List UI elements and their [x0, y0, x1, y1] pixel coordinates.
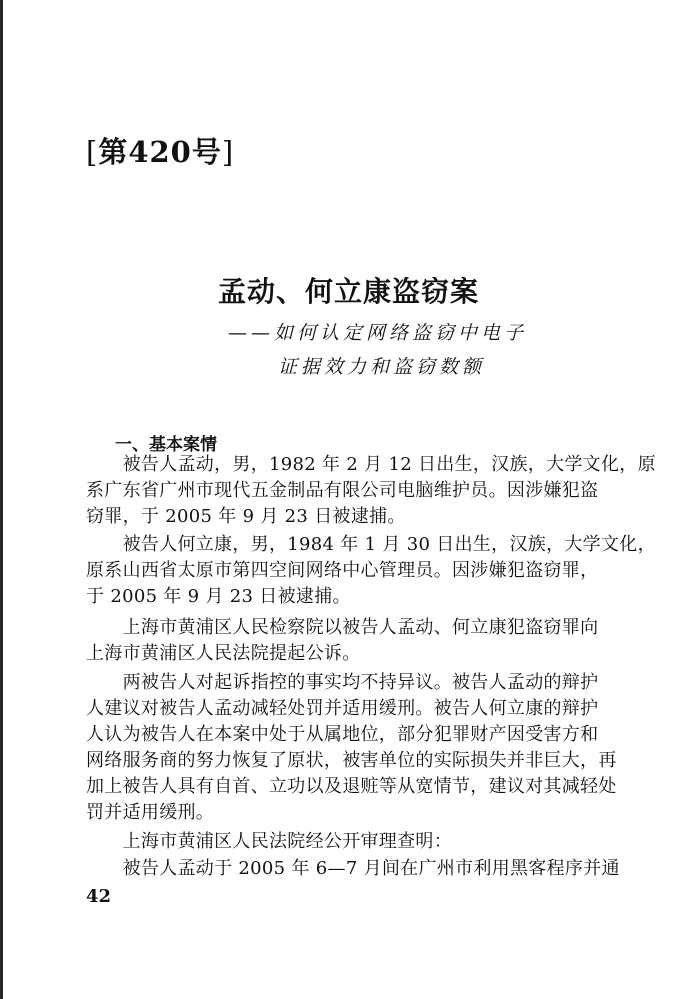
body-line: 上海市黄浦区人民检察院以被告人孟动、何立康犯盗窃罪向	[86, 617, 599, 638]
case-number-text: 第420号	[98, 135, 222, 169]
body-line: 加上被告人具有自首、立功以及退赃等从宽情节，建议对其减轻处	[86, 776, 617, 797]
body-line: 被告人孟动于 2005 年 6—7 月间在广州市利用黑客程序并通	[86, 858, 620, 879]
body-line: 系广东省广州市现代五金制品有限公司电脑维护员。因涉嫌犯盗	[86, 480, 599, 501]
body-line: 原系山西省太原市第四空间网络中心管理员。因涉嫌犯盗窃罪，	[86, 560, 599, 581]
body-line: 人认为被告人在本案中处于从属地位，部分犯罪财产因受害方和	[86, 724, 599, 745]
body-line: 两被告人对起诉指控的事实均不持异议。被告人孟动的辩护	[86, 672, 599, 693]
bracket-open: [	[86, 135, 99, 169]
case-number-heading	[86, 130, 234, 171]
body-line: 于 2005 年 9 月 23 日被逮捕。	[86, 586, 351, 607]
case-subtitle-line-1: ——如何认定网络盗窃中电子	[228, 322, 528, 344]
page-left-border	[0, 0, 3, 999]
body-line: 被告人何立康，男，1984 年 1 月 30 日出生，汉族，大学文化，	[86, 534, 656, 555]
page-number: 42	[86, 886, 112, 907]
body-line: 上海市黄浦区人民法院提起公诉。	[86, 643, 361, 664]
body-line: 被告人孟动，男，1982 年 2 月 12 日出生，汉族，大学文化，原	[86, 454, 656, 475]
case-subtitle-line-2: 证据效力和盗窃数额	[278, 356, 486, 378]
body-line: 罚并适用缓刑。	[86, 802, 215, 823]
bracket-close: ]	[221, 135, 235, 169]
section-heading: 一、基本案情	[115, 435, 217, 455]
body-line: 窃罪，于 2005 年 9 月 23 日被逮捕。	[86, 506, 406, 527]
body-line: 上海市黄浦区人民法院经公开审理查明：	[86, 831, 452, 852]
body-line: 网络服务商的努力恢复了原状，被害单位的实际损失并非巨大，再	[86, 750, 617, 771]
body-line: 人建议对被告人孟动减轻处罚并适用缓刑。被告人何立康的辩护	[86, 698, 599, 719]
case-title: 孟动、何立康盗窃案	[218, 275, 480, 308]
